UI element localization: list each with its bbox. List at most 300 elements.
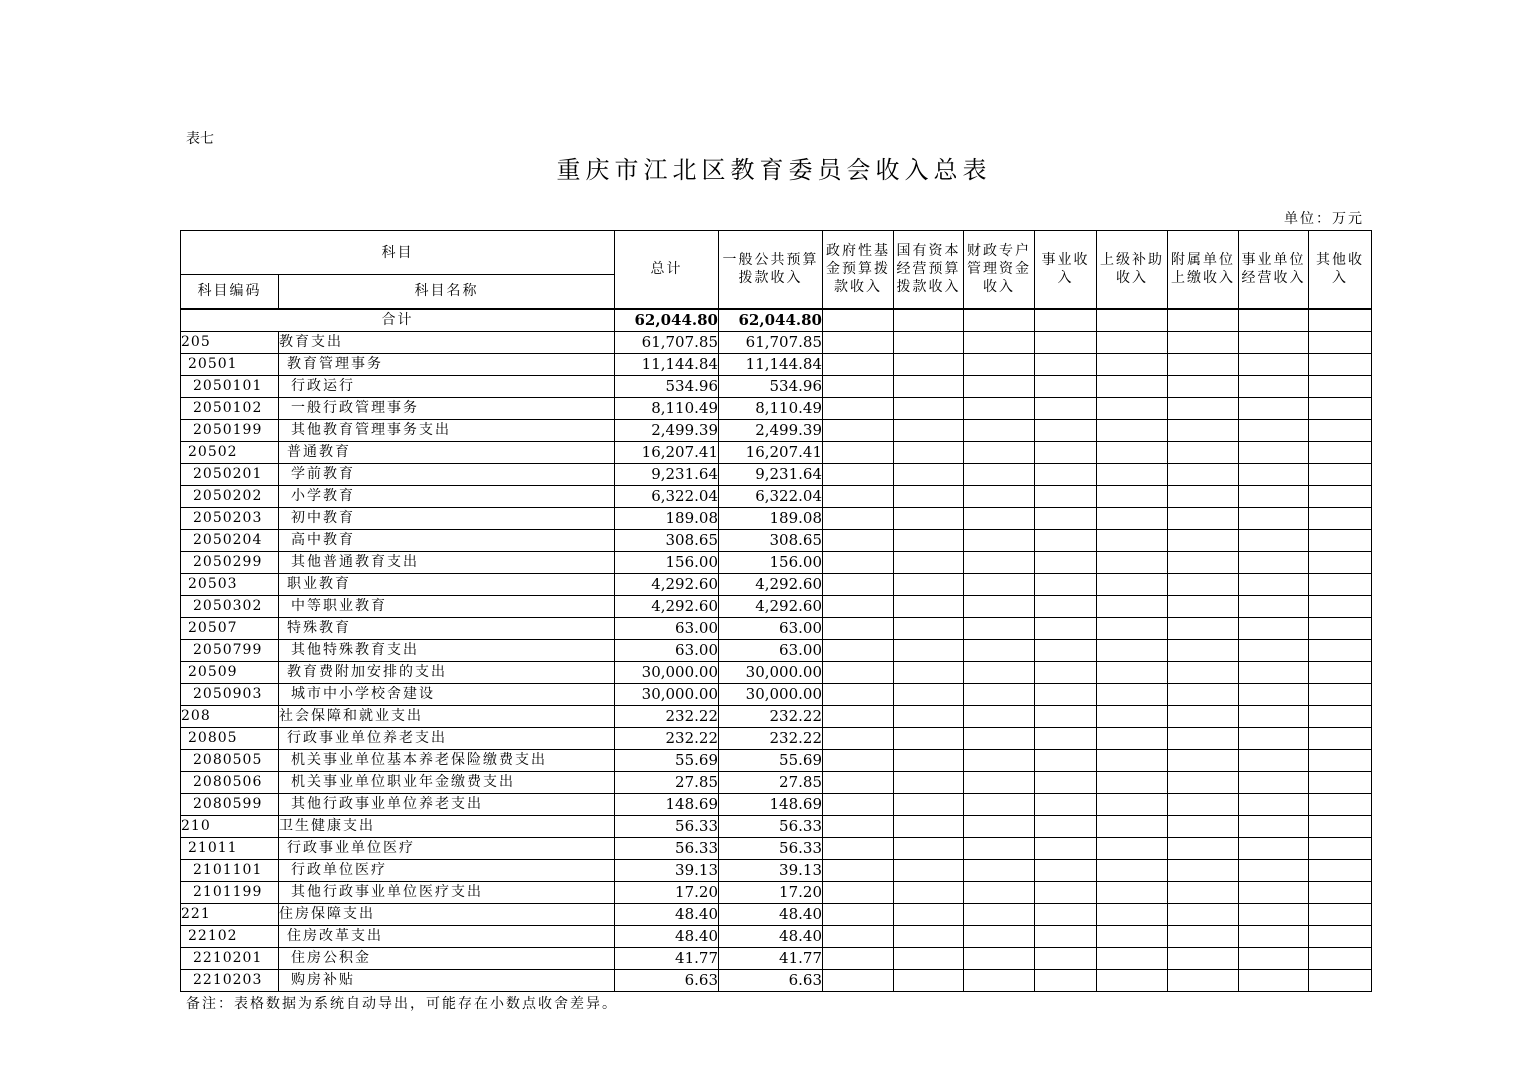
total-amount: 2,499.39 (615, 419, 719, 441)
general-budget-amount: 8,110.49 (719, 397, 823, 419)
empty-cell (1168, 419, 1239, 441)
empty-cell (823, 925, 894, 947)
subject-code: 2210201 (181, 947, 279, 969)
subject-name: 一般行政管理事务 (279, 397, 615, 419)
general-budget-amount: 9,231.64 (719, 463, 823, 485)
empty-cell (1097, 771, 1168, 793)
empty-cell (1097, 463, 1168, 485)
table-row (181, 903, 1372, 925)
empty-cell (894, 727, 964, 749)
subject-name: 住房改革支出 (279, 925, 615, 947)
empty-cell (1239, 573, 1309, 595)
subject-name: 机关事业单位基本养老保险缴费支出 (279, 749, 615, 771)
empty-cell (823, 331, 894, 353)
general-budget-amount: 308.65 (719, 529, 823, 551)
empty-cell (823, 353, 894, 375)
subject-name: 其他教育管理事务支出 (279, 419, 615, 441)
total-amount: 61,707.85 (615, 331, 719, 353)
empty-cell (1168, 749, 1239, 771)
empty-cell (1035, 859, 1097, 881)
subject-name: 特殊教育 (279, 617, 615, 639)
general-budget-amount: 63.00 (719, 639, 823, 661)
subject-name: 其他行政事业单位养老支出 (279, 793, 615, 815)
subject-code: 2080599 (181, 793, 279, 815)
empty-cell (1239, 925, 1309, 947)
subject-code: 2050299 (181, 551, 279, 573)
empty-cell (1309, 793, 1372, 815)
empty-cell (1168, 617, 1239, 639)
empty-cell (1035, 331, 1097, 353)
empty-cell (1035, 639, 1097, 661)
general-budget-amount: 41.77 (719, 947, 823, 969)
empty-cell (894, 639, 964, 661)
empty-cell (1168, 947, 1239, 969)
empty-cell (964, 683, 1035, 705)
total-amount: 4,292.60 (615, 573, 719, 595)
empty-cell (1097, 529, 1168, 551)
empty-cell (1168, 793, 1239, 815)
empty-cell (1035, 573, 1097, 595)
empty-cell (1168, 661, 1239, 683)
empty-cell (894, 881, 964, 903)
empty-cell (964, 771, 1035, 793)
empty-cell (1239, 375, 1309, 397)
empty-cell (964, 639, 1035, 661)
empty-cell (894, 947, 964, 969)
table-row (181, 837, 1372, 859)
empty-cell (964, 793, 1035, 815)
table-row (181, 705, 1372, 727)
empty-cell (1168, 331, 1239, 353)
empty-cell (1239, 441, 1309, 463)
empty-cell (894, 749, 964, 771)
empty-cell (1035, 463, 1097, 485)
subject-code: 2050101 (181, 375, 279, 397)
header-other-income: 其他收入 (1309, 231, 1372, 309)
empty-cell (1309, 353, 1372, 375)
empty-cell (1035, 837, 1097, 859)
empty-cell (894, 375, 964, 397)
empty-cell (1309, 551, 1372, 573)
empty-cell (823, 727, 894, 749)
general-budget-amount: 232.22 (719, 727, 823, 749)
empty-cell (1309, 947, 1372, 969)
empty-cell (823, 793, 894, 815)
subject-name: 中等职业教育 (279, 595, 615, 617)
empty-cell (1097, 419, 1168, 441)
empty-cell (823, 705, 894, 727)
empty-cell (1309, 573, 1372, 595)
empty-cell (823, 815, 894, 837)
table-row (181, 441, 1372, 463)
empty-cell (1309, 837, 1372, 859)
empty-cell (1097, 925, 1168, 947)
empty-cell (1035, 881, 1097, 903)
empty-cell (964, 463, 1035, 485)
empty-cell (1035, 485, 1097, 507)
footnote: 备注：表格数据为系统自动导出，可能存在小数点收舍差异。 (186, 996, 618, 1012)
general-budget-amount: 55.69 (719, 749, 823, 771)
empty-cell (1239, 485, 1309, 507)
empty-cell (894, 925, 964, 947)
total-amount: 63.00 (615, 617, 719, 639)
empty-cell (1035, 683, 1097, 705)
table-row (181, 375, 1372, 397)
empty-cell (1097, 551, 1168, 573)
empty-cell (1035, 529, 1097, 551)
total-amount: 48.40 (615, 903, 719, 925)
empty-cell (1097, 749, 1168, 771)
header-fiscal-special: 财政专户管理资金收入 (964, 231, 1035, 309)
summary-row (181, 309, 1372, 332)
empty-cell (964, 727, 1035, 749)
general-budget-amount: 2,499.39 (719, 419, 823, 441)
general-budget-amount: 534.96 (719, 375, 823, 397)
subject-name: 行政运行 (279, 375, 615, 397)
subject-code: 22102 (181, 925, 279, 947)
subject-name: 小学教育 (279, 485, 615, 507)
subject-code: 2050799 (181, 639, 279, 661)
empty-cell (1168, 771, 1239, 793)
table-row (181, 683, 1372, 705)
empty-cell (964, 529, 1035, 551)
empty-cell (1168, 639, 1239, 661)
general-budget-amount: 16,207.41 (719, 441, 823, 463)
empty-cell (894, 397, 964, 419)
empty-cell (1239, 947, 1309, 969)
empty-cell (1097, 947, 1168, 969)
table-row (181, 881, 1372, 903)
empty-cell (823, 749, 894, 771)
general-budget-amount: 17.20 (719, 881, 823, 903)
empty-cell (1035, 507, 1097, 529)
empty-cell (964, 573, 1035, 595)
total-amount: 55.69 (615, 749, 719, 771)
header-gov-fund: 政府性基金预算拨款收入 (823, 231, 894, 309)
empty-cell (1035, 793, 1097, 815)
subject-code: 2101101 (181, 859, 279, 881)
table-row (181, 397, 1372, 419)
empty-cell (1097, 903, 1168, 925)
total-amount: 56.33 (615, 815, 719, 837)
empty-cell (823, 947, 894, 969)
empty-cell (1097, 441, 1168, 463)
subject-code: 20805 (181, 727, 279, 749)
empty-cell (1309, 397, 1372, 419)
subject-name: 住房公积金 (279, 947, 615, 969)
table-row (181, 771, 1372, 793)
empty-cell (964, 441, 1035, 463)
total-amount: 8,110.49 (615, 397, 719, 419)
empty-cell (894, 771, 964, 793)
table-row (181, 529, 1372, 551)
empty-cell (823, 595, 894, 617)
empty-cell (894, 815, 964, 837)
subject-code: 2050204 (181, 529, 279, 551)
header-superior-subsidy: 上级补助收入 (1097, 231, 1168, 309)
empty-cell (964, 903, 1035, 925)
empty-cell (1309, 617, 1372, 639)
subject-code: 2050102 (181, 397, 279, 419)
subject-name: 社会保障和就业支出 (279, 705, 615, 727)
empty-cell (894, 419, 964, 441)
empty-cell (1309, 661, 1372, 683)
empty-cell (1035, 925, 1097, 947)
total-amount: 4,292.60 (615, 595, 719, 617)
empty-cell (964, 331, 1035, 353)
table-row (181, 595, 1372, 617)
empty-cell (1239, 353, 1309, 375)
subject-name: 初中教育 (279, 507, 615, 529)
empty-cell (1168, 463, 1239, 485)
empty-cell (1035, 441, 1097, 463)
subject-name: 教育管理事务 (279, 353, 615, 375)
table-row (181, 507, 1372, 529)
empty-cell (1239, 595, 1309, 617)
empty-cell (823, 881, 894, 903)
subject-name: 住房保障支出 (279, 903, 615, 925)
empty-cell (1035, 397, 1097, 419)
empty-cell (823, 683, 894, 705)
empty-cell (894, 331, 964, 353)
general-budget-amount: 11,144.84 (719, 353, 823, 375)
empty-cell (964, 859, 1035, 881)
empty-cell (1168, 485, 1239, 507)
empty-cell (823, 463, 894, 485)
empty-cell (894, 463, 964, 485)
empty-cell (1097, 595, 1168, 617)
subject-name: 其他特殊教育支出 (279, 639, 615, 661)
table-number-label: 表七 (186, 131, 214, 147)
total-amount: 148.69 (615, 793, 719, 815)
empty-cell (1309, 683, 1372, 705)
empty-cell (1035, 419, 1097, 441)
empty-cell (1097, 881, 1168, 903)
table-row (181, 947, 1372, 969)
general-budget-amount: 48.40 (719, 925, 823, 947)
empty-cell (1309, 925, 1372, 947)
empty-cell (1097, 683, 1168, 705)
general-budget-amount: 189.08 (719, 507, 823, 529)
header-subject: 科目 (181, 231, 615, 275)
empty-cell (823, 419, 894, 441)
empty-cell (964, 705, 1035, 727)
table-row (181, 639, 1372, 661)
empty-cell (1239, 331, 1309, 353)
empty-cell (1239, 903, 1309, 925)
empty-cell (1309, 485, 1372, 507)
subject-code: 20501 (181, 353, 279, 375)
empty-cell (1168, 441, 1239, 463)
subject-code: 2050199 (181, 419, 279, 441)
empty-cell (1097, 397, 1168, 419)
subject-code: 20502 (181, 441, 279, 463)
table-row (181, 749, 1372, 771)
empty-cell (894, 793, 964, 815)
general-budget-amount: 6.63 (719, 969, 823, 991)
page-title: 重庆市江北区教育委员会收入总表 (556, 156, 992, 184)
general-budget-amount: 4,292.60 (719, 573, 823, 595)
general-budget-amount: 148.69 (719, 793, 823, 815)
empty-cell (1035, 705, 1097, 727)
subject-name: 普通教育 (279, 441, 615, 463)
subject-code: 2080505 (181, 749, 279, 771)
header-business-income: 事业收入 (1035, 231, 1097, 309)
empty-cell (1239, 683, 1309, 705)
total-amount: 16,207.41 (615, 441, 719, 463)
empty-cell (964, 881, 1035, 903)
empty-cell (964, 397, 1035, 419)
empty-cell (894, 529, 964, 551)
subject-name: 教育支出 (279, 331, 615, 353)
empty-cell (894, 661, 964, 683)
empty-cell (1309, 727, 1372, 749)
general-budget-amount: 156.00 (719, 551, 823, 573)
subject-code: 210 (181, 815, 279, 837)
empty-cell (1168, 595, 1239, 617)
general-budget-amount: 27.85 (719, 771, 823, 793)
empty-cell (1309, 771, 1372, 793)
empty-cell (1035, 375, 1097, 397)
subject-code: 205 (181, 331, 279, 353)
empty-cell (1239, 969, 1309, 991)
empty-cell (1097, 661, 1168, 683)
subject-code: 20509 (181, 661, 279, 683)
empty-cell (823, 441, 894, 463)
subject-name: 教育费附加安排的支出 (279, 661, 615, 683)
empty-cell (1309, 507, 1372, 529)
subject-code: 2050201 (181, 463, 279, 485)
empty-cell (1097, 793, 1168, 815)
empty-cell (1097, 705, 1168, 727)
total-amount: 156.00 (615, 551, 719, 573)
header-state-capital: 国有资本经营预算拨款收入 (894, 231, 964, 309)
empty-cell (964, 749, 1035, 771)
empty-cell (823, 485, 894, 507)
empty-cell (1168, 859, 1239, 881)
subject-name: 卫生健康支出 (279, 815, 615, 837)
empty-cell (823, 661, 894, 683)
total-amount: 27.85 (615, 771, 719, 793)
empty-cell (823, 903, 894, 925)
table-row (181, 727, 1372, 749)
empty-cell (1168, 925, 1239, 947)
empty-cell (1035, 595, 1097, 617)
general-budget-amount: 232.22 (719, 705, 823, 727)
total-amount: 232.22 (615, 705, 719, 727)
total-amount: 308.65 (615, 529, 719, 551)
empty-cell (1035, 815, 1097, 837)
empty-cell (1309, 529, 1372, 551)
total-amount: 30,000.00 (615, 661, 719, 683)
general-budget-amount: 30,000.00 (719, 683, 823, 705)
empty-cell (1309, 903, 1372, 925)
subject-name: 其他普通教育支出 (279, 551, 615, 573)
table-row (181, 419, 1372, 441)
empty-cell (1309, 595, 1372, 617)
empty-cell (1239, 463, 1309, 485)
empty-cell (964, 551, 1035, 573)
empty-cell (1168, 353, 1239, 375)
empty-cell (1168, 969, 1239, 991)
empty-cell (1097, 507, 1168, 529)
empty-cell (894, 551, 964, 573)
income-summary-table (180, 230, 1372, 992)
table-row (181, 331, 1372, 353)
empty-cell (894, 837, 964, 859)
subject-code: 2050203 (181, 507, 279, 529)
empty-cell (1309, 463, 1372, 485)
empty-cell (1309, 969, 1372, 991)
table-row (181, 925, 1372, 947)
empty-cell (1035, 353, 1097, 375)
summary-total: 62,044.80 (615, 309, 719, 332)
empty-cell (1035, 661, 1097, 683)
general-budget-amount: 4,292.60 (719, 595, 823, 617)
empty-cell (894, 859, 964, 881)
empty-cell (1168, 375, 1239, 397)
subject-code: 2050903 (181, 683, 279, 705)
total-amount: 189.08 (615, 507, 719, 529)
empty-cell (1097, 859, 1168, 881)
empty-cell (1168, 551, 1239, 573)
general-budget-amount: 39.13 (719, 859, 823, 881)
empty-cell (894, 595, 964, 617)
header-affiliated-income: 附属单位上缴收入 (1168, 231, 1239, 309)
empty-cell (1239, 771, 1309, 793)
empty-cell (1239, 705, 1309, 727)
empty-cell (1168, 881, 1239, 903)
empty-cell (1035, 617, 1097, 639)
empty-cell (823, 771, 894, 793)
empty-cell (1168, 507, 1239, 529)
subject-code: 2210203 (181, 969, 279, 991)
empty-cell (964, 617, 1035, 639)
empty-cell (1239, 639, 1309, 661)
empty-cell (1239, 727, 1309, 749)
subject-name: 高中教育 (279, 529, 615, 551)
empty-cell (1239, 793, 1309, 815)
total-amount: 534.96 (615, 375, 719, 397)
empty-cell (823, 617, 894, 639)
empty-cell (894, 705, 964, 727)
total-amount: 39.13 (615, 859, 719, 881)
header-general-budget: 一般公共预算拨款收入 (719, 231, 823, 309)
empty-cell (823, 397, 894, 419)
empty-cell (1035, 771, 1097, 793)
table-row (181, 573, 1372, 595)
empty-cell (1097, 485, 1168, 507)
empty-cell (1309, 419, 1372, 441)
general-budget-amount: 6,322.04 (719, 485, 823, 507)
empty-cell (1097, 969, 1168, 991)
empty-cell (964, 947, 1035, 969)
empty-cell (1035, 969, 1097, 991)
empty-cell (894, 353, 964, 375)
subject-name: 行政事业单位养老支出 (279, 727, 615, 749)
total-amount: 63.00 (615, 639, 719, 661)
empty-cell (1097, 375, 1168, 397)
empty-cell (964, 837, 1035, 859)
total-amount: 6,322.04 (615, 485, 719, 507)
empty-cell (1035, 903, 1097, 925)
empty-cell (1097, 331, 1168, 353)
total-amount: 30,000.00 (615, 683, 719, 705)
header-business-operation: 事业单位经营收入 (1239, 231, 1309, 309)
total-amount: 11,144.84 (615, 353, 719, 375)
empty-cell (964, 375, 1035, 397)
table-row (181, 969, 1372, 991)
